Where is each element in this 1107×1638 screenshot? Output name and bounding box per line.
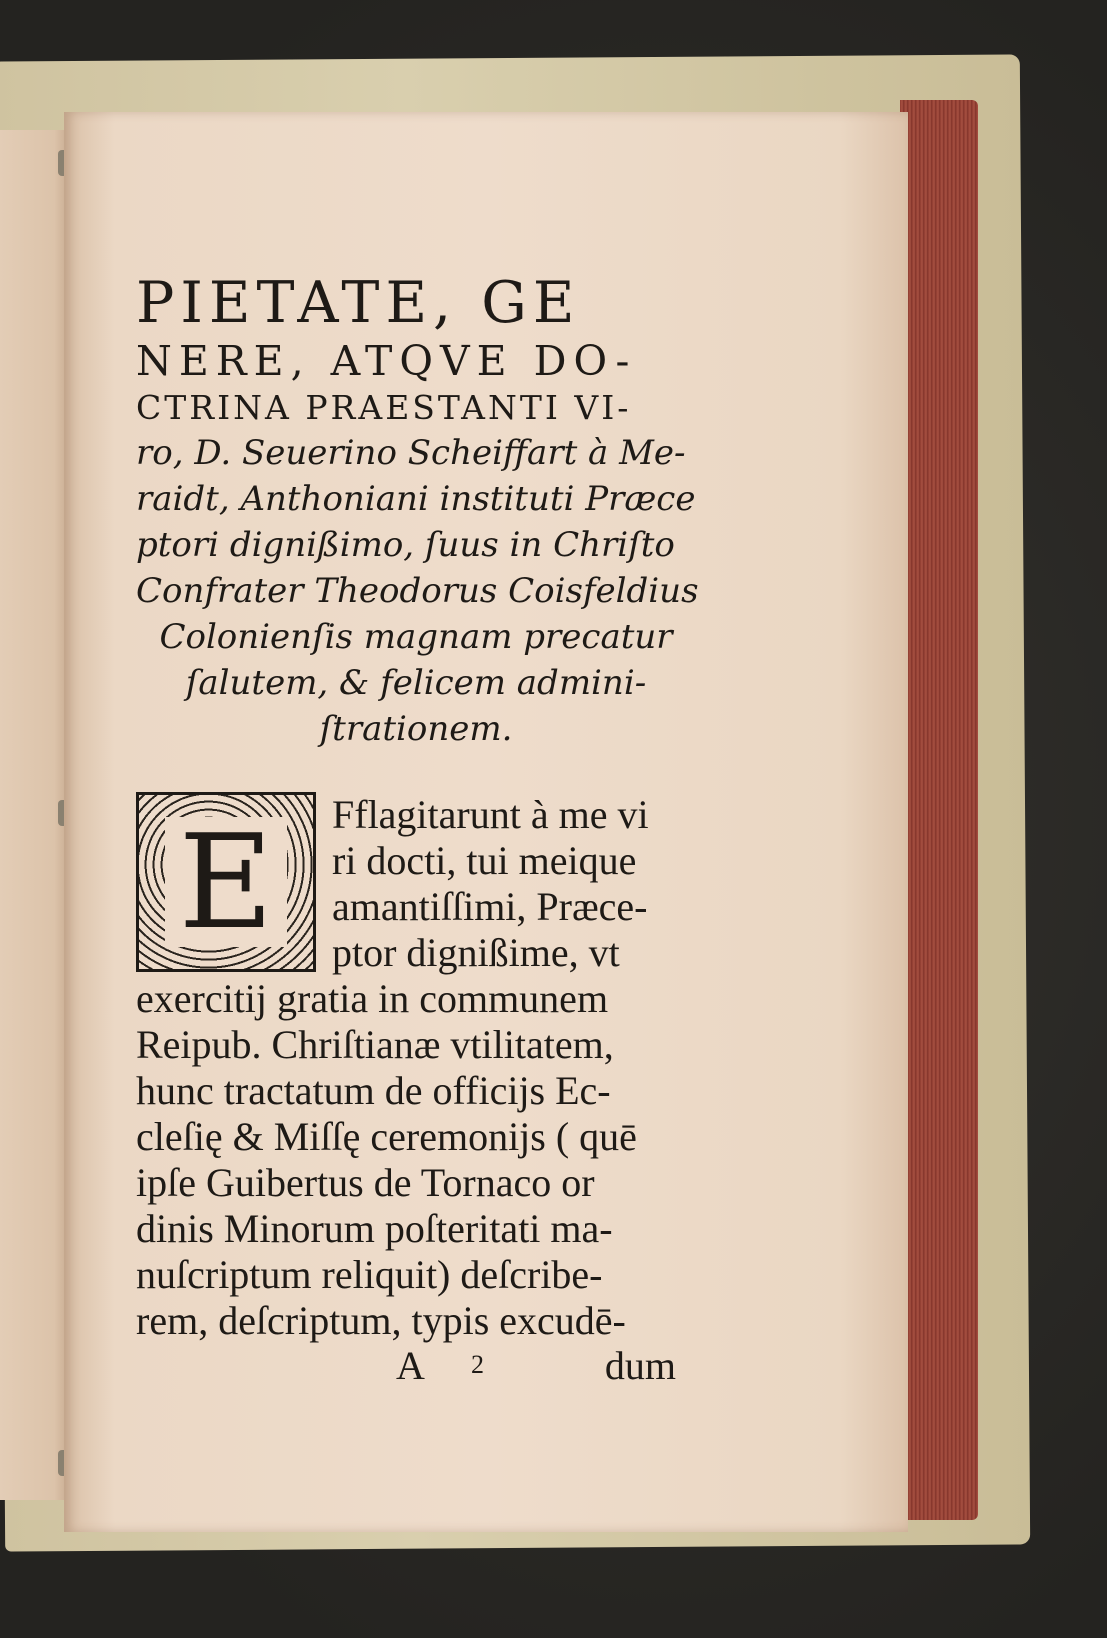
heading-line-1: PIETATE, GE	[136, 270, 581, 336]
dedication-line: ptori dignißimo, ſuus in Chriſto	[136, 525, 675, 565]
body-line: exercitij gratia in communem	[136, 976, 609, 1021]
body-line: ipſe Guibertus de Tornaco or	[136, 1160, 595, 1205]
signature-number: 2	[471, 1350, 484, 1379]
body-line: cleſię & Miſſę ceremonijs ( quē	[136, 1114, 637, 1159]
initial-letter: E	[165, 817, 288, 947]
page-text	[136, 270, 699, 1344]
body-line: nuſcriptum reliquit) deſcribe-	[136, 1252, 603, 1297]
signature-mark: A	[396, 1343, 425, 1388]
dedication-line: ro, D. Seuerino Scheiffart à Me-	[136, 433, 686, 473]
decorated-initial	[136, 792, 316, 972]
dedication-line: raidt, Anthoniani instituti Præce	[136, 479, 696, 519]
heading-line-3: CTRINA PRAESTANTI VI-	[136, 388, 632, 427]
body-line: rem, deſcriptum, typis excudē-	[136, 1298, 626, 1343]
body-line: amantiſſimi, Præce-	[332, 884, 648, 929]
opening-paragraph	[136, 792, 696, 976]
page-edges	[900, 100, 978, 1520]
body-line: Reipub. Chriſtianæ vtilitatem,	[136, 1022, 614, 1067]
dedication-line: ſalutem, & felicem admini-	[185, 663, 647, 703]
body-line: ri docti, tui meique	[332, 838, 637, 883]
body-line: dinis Minorum poſteritati ma-	[136, 1206, 613, 1251]
body-line: Fflagitarunt à me vi	[332, 792, 649, 837]
dedication-line: Confrater Theodorus Coisfeldius	[136, 571, 699, 611]
catchword: dum	[604, 1343, 676, 1388]
body-line: hunc tractatum de officijs Ec-	[136, 1068, 611, 1113]
body-line: ptor dignißime, vt	[332, 930, 620, 975]
dedication-line: ſtrationem.	[319, 709, 513, 749]
heading-line-2: NERE, ATQVE DO-	[136, 337, 637, 385]
dedication-line: Colonienſis magnam precatur	[159, 617, 673, 657]
